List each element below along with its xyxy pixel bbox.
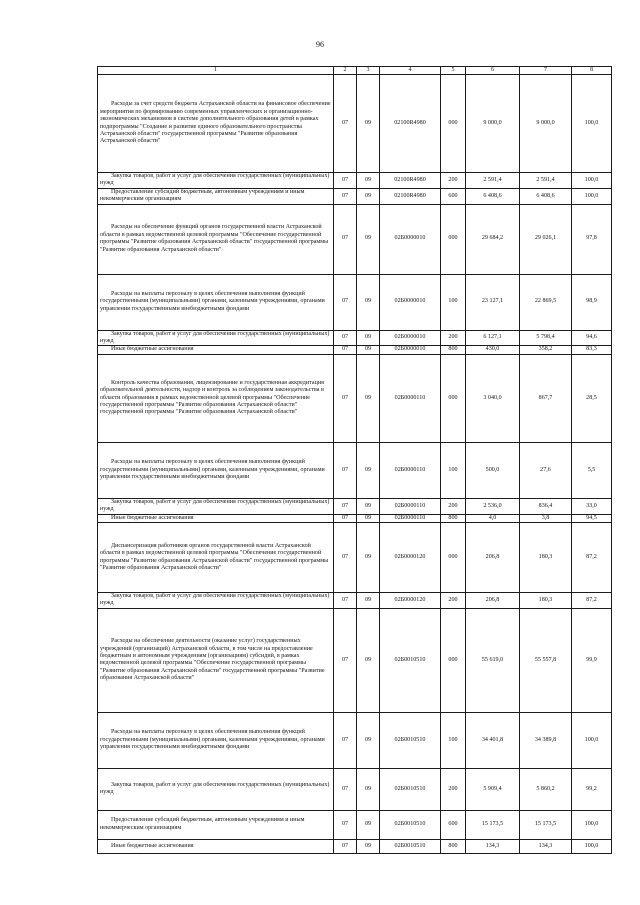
row-section: 07 <box>334 768 357 810</box>
row-section: 07 <box>334 173 357 189</box>
row-actual: 5 798,4 <box>520 330 572 346</box>
row-subsection: 09 <box>357 608 380 712</box>
row-planned: 206,8 <box>466 523 520 593</box>
row-expense-type: 200 <box>441 498 466 514</box>
row-target-code: 02Б0010510 <box>380 768 441 810</box>
row-percent: 5,5 <box>572 442 612 498</box>
row-expense-type: 200 <box>441 173 466 189</box>
row-percent: 99,2 <box>572 768 612 810</box>
row-target-code: 02Б0000120 <box>380 593 441 609</box>
row-target-code: 02100R4980 <box>380 188 441 204</box>
row-actual: 134,3 <box>520 839 572 853</box>
row-actual: 6 408,6 <box>520 188 572 204</box>
row-expense-type: 000 <box>441 354 466 442</box>
row-actual: 55 557,8 <box>520 608 572 712</box>
row-planned: 5 909,4 <box>466 768 520 810</box>
page-number: 96 <box>316 40 324 49</box>
column-header: 4 <box>380 67 441 75</box>
row-subsection: 09 <box>357 523 380 593</box>
row-expense-type: 200 <box>441 593 466 609</box>
row-actual: 29 026,1 <box>520 204 572 274</box>
row-expense-type: 100 <box>441 274 466 330</box>
row-planned: 34 401,8 <box>466 712 520 768</box>
row-name: Закупка товаров, работ и услуг для обеспечения государственных (муниципальных) нужд <box>98 768 334 810</box>
row-percent: 94,5 <box>572 514 612 522</box>
table-row <box>98 274 612 330</box>
row-planned: 2 591,4 <box>466 173 520 189</box>
row-name: Закупка товаров, работ и услуг для обеспечения государственных (муниципальных) нужд <box>98 330 334 346</box>
row-percent: 87,2 <box>572 523 612 593</box>
row-section: 07 <box>334 354 357 442</box>
row-subsection: 09 <box>357 712 380 768</box>
column-header: 3 <box>357 67 380 75</box>
row-actual: 3,8 <box>520 514 572 522</box>
row-name: Расходы на выплаты персоналу в целях обеспечения выполнения функций государственными (муниципальными) органами, казенными учреждениями, органами управления государственными внебюджетными фондами <box>98 274 334 330</box>
row-percent: 100,0 <box>572 75 612 173</box>
row-target-code: 02Б0000010 <box>380 346 441 354</box>
row-target-code: 02Б0000010 <box>380 330 441 346</box>
row-section: 07 <box>334 274 357 330</box>
column-header: 7 <box>520 67 572 75</box>
row-name: Диспансеризация работников органов государственной власти Астраханской области в рамках ведомственной целевой программы "Обеспечение государственной программы "Развитие образования Астраханской области" государственной программы "Развитие образования Астраханской области" <box>98 523 334 593</box>
row-section: 07 <box>334 514 357 522</box>
row-target-code: 02Б0010510 <box>380 810 441 839</box>
row-subsection: 09 <box>357 274 380 330</box>
row-planned: 4,0 <box>466 514 520 522</box>
row-percent: 100,0 <box>572 839 612 853</box>
row-actual: 180,3 <box>520 593 572 609</box>
row-planned: 15 173,5 <box>466 810 520 839</box>
row-planned: 206,8 <box>466 593 520 609</box>
row-target-code: 02Б0000120 <box>380 523 441 593</box>
row-percent: 33,0 <box>572 498 612 514</box>
row-expense-type: 000 <box>441 204 466 274</box>
row-section: 07 <box>334 330 357 346</box>
row-planned: 134,3 <box>466 839 520 853</box>
row-expense-type: 800 <box>441 839 466 853</box>
row-percent: 28,5 <box>572 354 612 442</box>
row-subsection: 09 <box>357 330 380 346</box>
row-actual: 5 860,2 <box>520 768 572 810</box>
row-actual: 867,7 <box>520 354 572 442</box>
row-actual: 9 000,0 <box>520 75 572 173</box>
row-name: Расходы за счет средств бюджета Астраханской области на финансовое обеспечение мероприятия по формированию современных управленческих и организационно-экономических механизмов в системе дополнительного образования детей в рамках подпрограммы "Создание и развитие единого образовательного пространства Астраханской области" государственной программы "Развитие образования Астраханской области" <box>98 75 334 173</box>
row-section: 07 <box>334 608 357 712</box>
row-target-code: 02Б0010510 <box>380 839 441 853</box>
row-percent: 100,0 <box>572 810 612 839</box>
row-name: Расходы на обеспечение функций органов государственной власти Астраханской области в рамках ведомственной целевой программы "Обеспечение государственной программы "Развитие образования Астраханской области" государственной программы "Развитие образования Астраханской области" <box>98 204 334 274</box>
row-section: 07 <box>334 839 357 853</box>
budget-table <box>97 66 612 854</box>
column-header: 8 <box>572 67 612 75</box>
row-expense-type: 000 <box>441 608 466 712</box>
row-planned: 9 000,0 <box>466 75 520 173</box>
row-expense-type: 600 <box>441 810 466 839</box>
table-row <box>98 75 612 173</box>
row-target-code: 02100R4980 <box>380 75 441 173</box>
table-row <box>98 173 612 189</box>
header-row <box>98 67 612 75</box>
row-percent: 99,9 <box>572 608 612 712</box>
row-target-code: 02Б0010510 <box>380 712 441 768</box>
column-header: 1 <box>98 67 334 75</box>
row-target-code: 02Б0000010 <box>380 274 441 330</box>
table-row <box>98 204 612 274</box>
row-percent: 100,0 <box>572 188 612 204</box>
row-name: Закупка товаров, работ и услуг для обеспечения государственных (муниципальных) нужд <box>98 593 334 609</box>
row-expense-type: 200 <box>441 330 466 346</box>
row-actual: 836,4 <box>520 498 572 514</box>
row-name: Иные бюджетные ассигнования <box>98 839 334 853</box>
row-subsection: 09 <box>357 75 380 173</box>
table-row <box>98 593 612 609</box>
row-subsection: 09 <box>357 354 380 442</box>
row-subsection: 09 <box>357 839 380 853</box>
row-subsection: 09 <box>357 442 380 498</box>
row-expense-type: 000 <box>441 523 466 593</box>
column-header: 5 <box>441 67 466 75</box>
row-subsection: 09 <box>357 514 380 522</box>
row-section: 07 <box>334 442 357 498</box>
row-target-code: 02Б0000110 <box>380 498 441 514</box>
row-percent: 83,3 <box>572 346 612 354</box>
row-section: 07 <box>334 498 357 514</box>
table-row <box>98 523 612 593</box>
row-target-code: 02Б0000110 <box>380 354 441 442</box>
row-name: Расходы на выплаты персоналу в целях обеспечения выполнения функций государственными (муниципальными) органами, казенными учреждениями, органами управления государственными внебюджетными фондами <box>98 712 334 768</box>
row-name: Иные бюджетные ассигнования <box>98 514 334 522</box>
row-subsection: 09 <box>357 810 380 839</box>
row-actual: 180,3 <box>520 523 572 593</box>
row-name: Расходы на выплаты персоналу в целях обеспечения выполнения функций государственными (муниципальными) органами, казенными учреждениями, органами управления государственными внебюджетными фондами <box>98 442 334 498</box>
row-name: Предоставление субсидий бюджетным, автономным учреждениям и иным некоммерческим организациям <box>98 810 334 839</box>
row-planned: 6 408,6 <box>466 188 520 204</box>
row-subsection: 09 <box>357 188 380 204</box>
table-row <box>98 354 612 442</box>
row-name: Расходы на обеспечение деятельности (оказание услуг) государственных учреждений (организаций) Астраханской области, в том числе на предоставление бюджетным и автономным учреждениям (организациям) субсидий, в рамках ведомственной целевой программы "Обеспечение государственной программы "Развитие образования Астраханской области" государственной программы "Развитие образования Астраханской области" <box>98 608 334 712</box>
row-actual: 2 591,4 <box>520 173 572 189</box>
row-actual: 15 173,5 <box>520 810 572 839</box>
table-row <box>98 608 612 712</box>
row-name: Контроль качества образования, лицензирование и государственная аккредитация образовательной деятельности, надзор и контроль за соблюдением законодательства в области образования в рамках ведомственной целевой программы "Обеспечение государственной программы "Развитие образования Астраханской области" государственной программы "Развитие образования Астраханской области" <box>98 354 334 442</box>
table-row <box>98 442 612 498</box>
row-actual: 22 869,5 <box>520 274 572 330</box>
row-planned: 29 684,2 <box>466 204 520 274</box>
row-target-code: 02Б0000110 <box>380 514 441 522</box>
row-planned: 430,0 <box>466 346 520 354</box>
row-target-code: 02100R4980 <box>380 173 441 189</box>
row-section: 07 <box>334 523 357 593</box>
row-subsection: 09 <box>357 346 380 354</box>
row-percent: 98,9 <box>572 274 612 330</box>
row-target-code: 02Б0010510 <box>380 608 441 712</box>
row-target-code: 02Б0000110 <box>380 442 441 498</box>
row-section: 07 <box>334 75 357 173</box>
row-percent: 100,0 <box>572 173 612 189</box>
row-percent: 87,2 <box>572 593 612 609</box>
row-percent: 94,6 <box>572 330 612 346</box>
column-header: 2 <box>334 67 357 75</box>
row-subsection: 09 <box>357 768 380 810</box>
row-subsection: 09 <box>357 173 380 189</box>
row-actual: 358,2 <box>520 346 572 354</box>
row-name: Предоставление субсидий бюджетным, автономным учреждениям и иным некоммерческим организациям <box>98 188 334 204</box>
row-section: 07 <box>334 204 357 274</box>
column-header: 6 <box>466 67 520 75</box>
row-subsection: 09 <box>357 498 380 514</box>
table-row <box>98 514 612 522</box>
row-actual: 34 389,8 <box>520 712 572 768</box>
row-subsection: 09 <box>357 593 380 609</box>
row-planned: 2 536,0 <box>466 498 520 514</box>
row-actual: 27,6 <box>520 442 572 498</box>
table-row <box>98 839 612 853</box>
row-planned: 500,0 <box>466 442 520 498</box>
row-expense-type: 000 <box>441 75 466 173</box>
row-section: 07 <box>334 188 357 204</box>
table-row <box>98 188 612 204</box>
table-row <box>98 768 612 810</box>
row-name: Иные бюджетные ассигнования <box>98 346 334 354</box>
table-row <box>98 330 612 346</box>
row-section: 07 <box>334 593 357 609</box>
table-row <box>98 712 612 768</box>
row-name: Закупка товаров, работ и услуг для обеспечения государственных (муниципальных) нужд <box>98 498 334 514</box>
row-expense-type: 100 <box>441 712 466 768</box>
row-planned: 3 040,0 <box>466 354 520 442</box>
row-planned: 6 127,1 <box>466 330 520 346</box>
row-section: 07 <box>334 346 357 354</box>
row-planned: 23 127,1 <box>466 274 520 330</box>
row-percent: 100,0 <box>572 712 612 768</box>
row-section: 07 <box>334 810 357 839</box>
row-name: Закупка товаров, работ и услуг для обеспечения государственных (муниципальных) нужд <box>98 173 334 189</box>
row-expense-type: 800 <box>441 514 466 522</box>
row-percent: 97,8 <box>572 204 612 274</box>
row-planned: 55 619,0 <box>466 608 520 712</box>
row-target-code: 02Б0000010 <box>380 204 441 274</box>
row-expense-type: 100 <box>441 442 466 498</box>
row-expense-type: 800 <box>441 346 466 354</box>
table-body <box>98 75 612 854</box>
table-row <box>98 346 612 354</box>
table-row <box>98 498 612 514</box>
row-subsection: 09 <box>357 204 380 274</box>
table-row <box>98 810 612 839</box>
row-section: 07 <box>334 712 357 768</box>
row-expense-type: 200 <box>441 768 466 810</box>
row-expense-type: 600 <box>441 188 466 204</box>
